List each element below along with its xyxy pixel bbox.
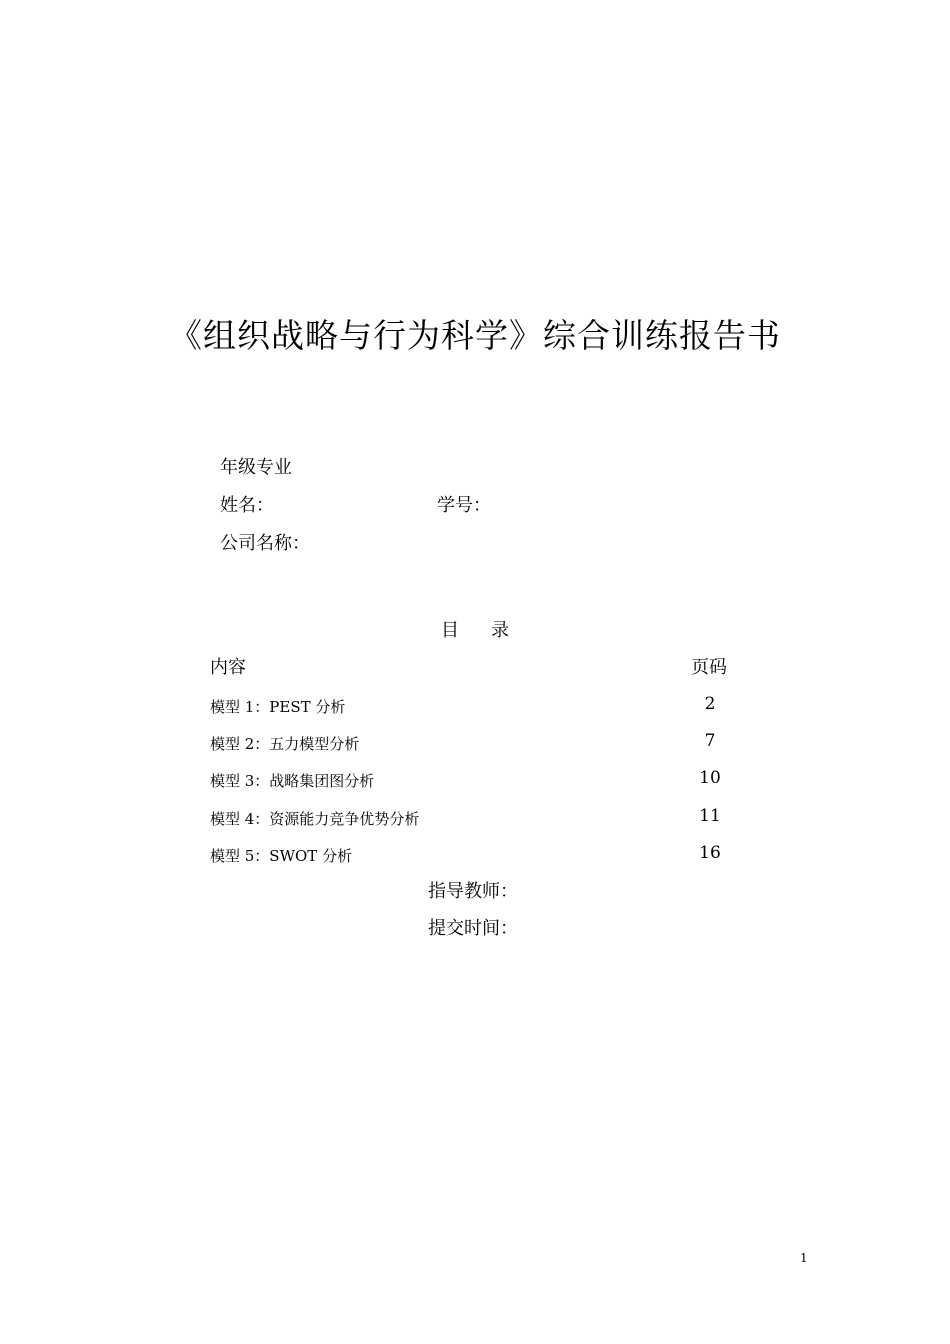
- toc-entry-label: 模型 5：SWOT 分析: [210, 847, 353, 865]
- toc-heading: [0, 618, 950, 644]
- toc-entry: [210, 768, 730, 794]
- name-label: 姓名：: [220, 495, 274, 516]
- toc-entry-page: 2: [704, 694, 716, 714]
- toc-entry-label: 模型 2：五力模型分析: [210, 735, 360, 753]
- toc-entry-page: 7: [704, 731, 716, 751]
- advisor-label: 指导教师：: [428, 881, 518, 902]
- toc-entry: [210, 806, 730, 832]
- document-title: 《组织战略与行为科学》综合训练报告书: [169, 316, 781, 355]
- toc-entry-page: 10: [699, 768, 721, 788]
- company-name-label: 公司名称：: [220, 533, 310, 554]
- toc-entry-label: 模型 3：战略集团图分析: [210, 772, 375, 790]
- toc-column-page: 页码: [691, 657, 727, 678]
- student-id-label: 学号：: [437, 495, 491, 516]
- toc-entry-page: 11: [699, 806, 721, 826]
- toc-entry: [210, 731, 730, 757]
- toc-entry: [210, 843, 730, 869]
- toc-column-content: 内容: [210, 657, 246, 678]
- toc-entry-label: 模型 1：PEST 分析: [210, 698, 346, 716]
- toc-entry-page: 16: [699, 843, 721, 863]
- grade-major-label: 年级专业: [220, 457, 292, 478]
- submit-time-label: 提交时间：: [428, 918, 518, 939]
- toc-entry: [210, 694, 730, 720]
- toc-heading-right: 录: [491, 620, 509, 641]
- page-number: 1: [800, 1251, 808, 1265]
- toc-heading-left: 目: [441, 620, 459, 641]
- toc-entry-label: 模型 4：资源能力竞争优势分析: [210, 810, 420, 828]
